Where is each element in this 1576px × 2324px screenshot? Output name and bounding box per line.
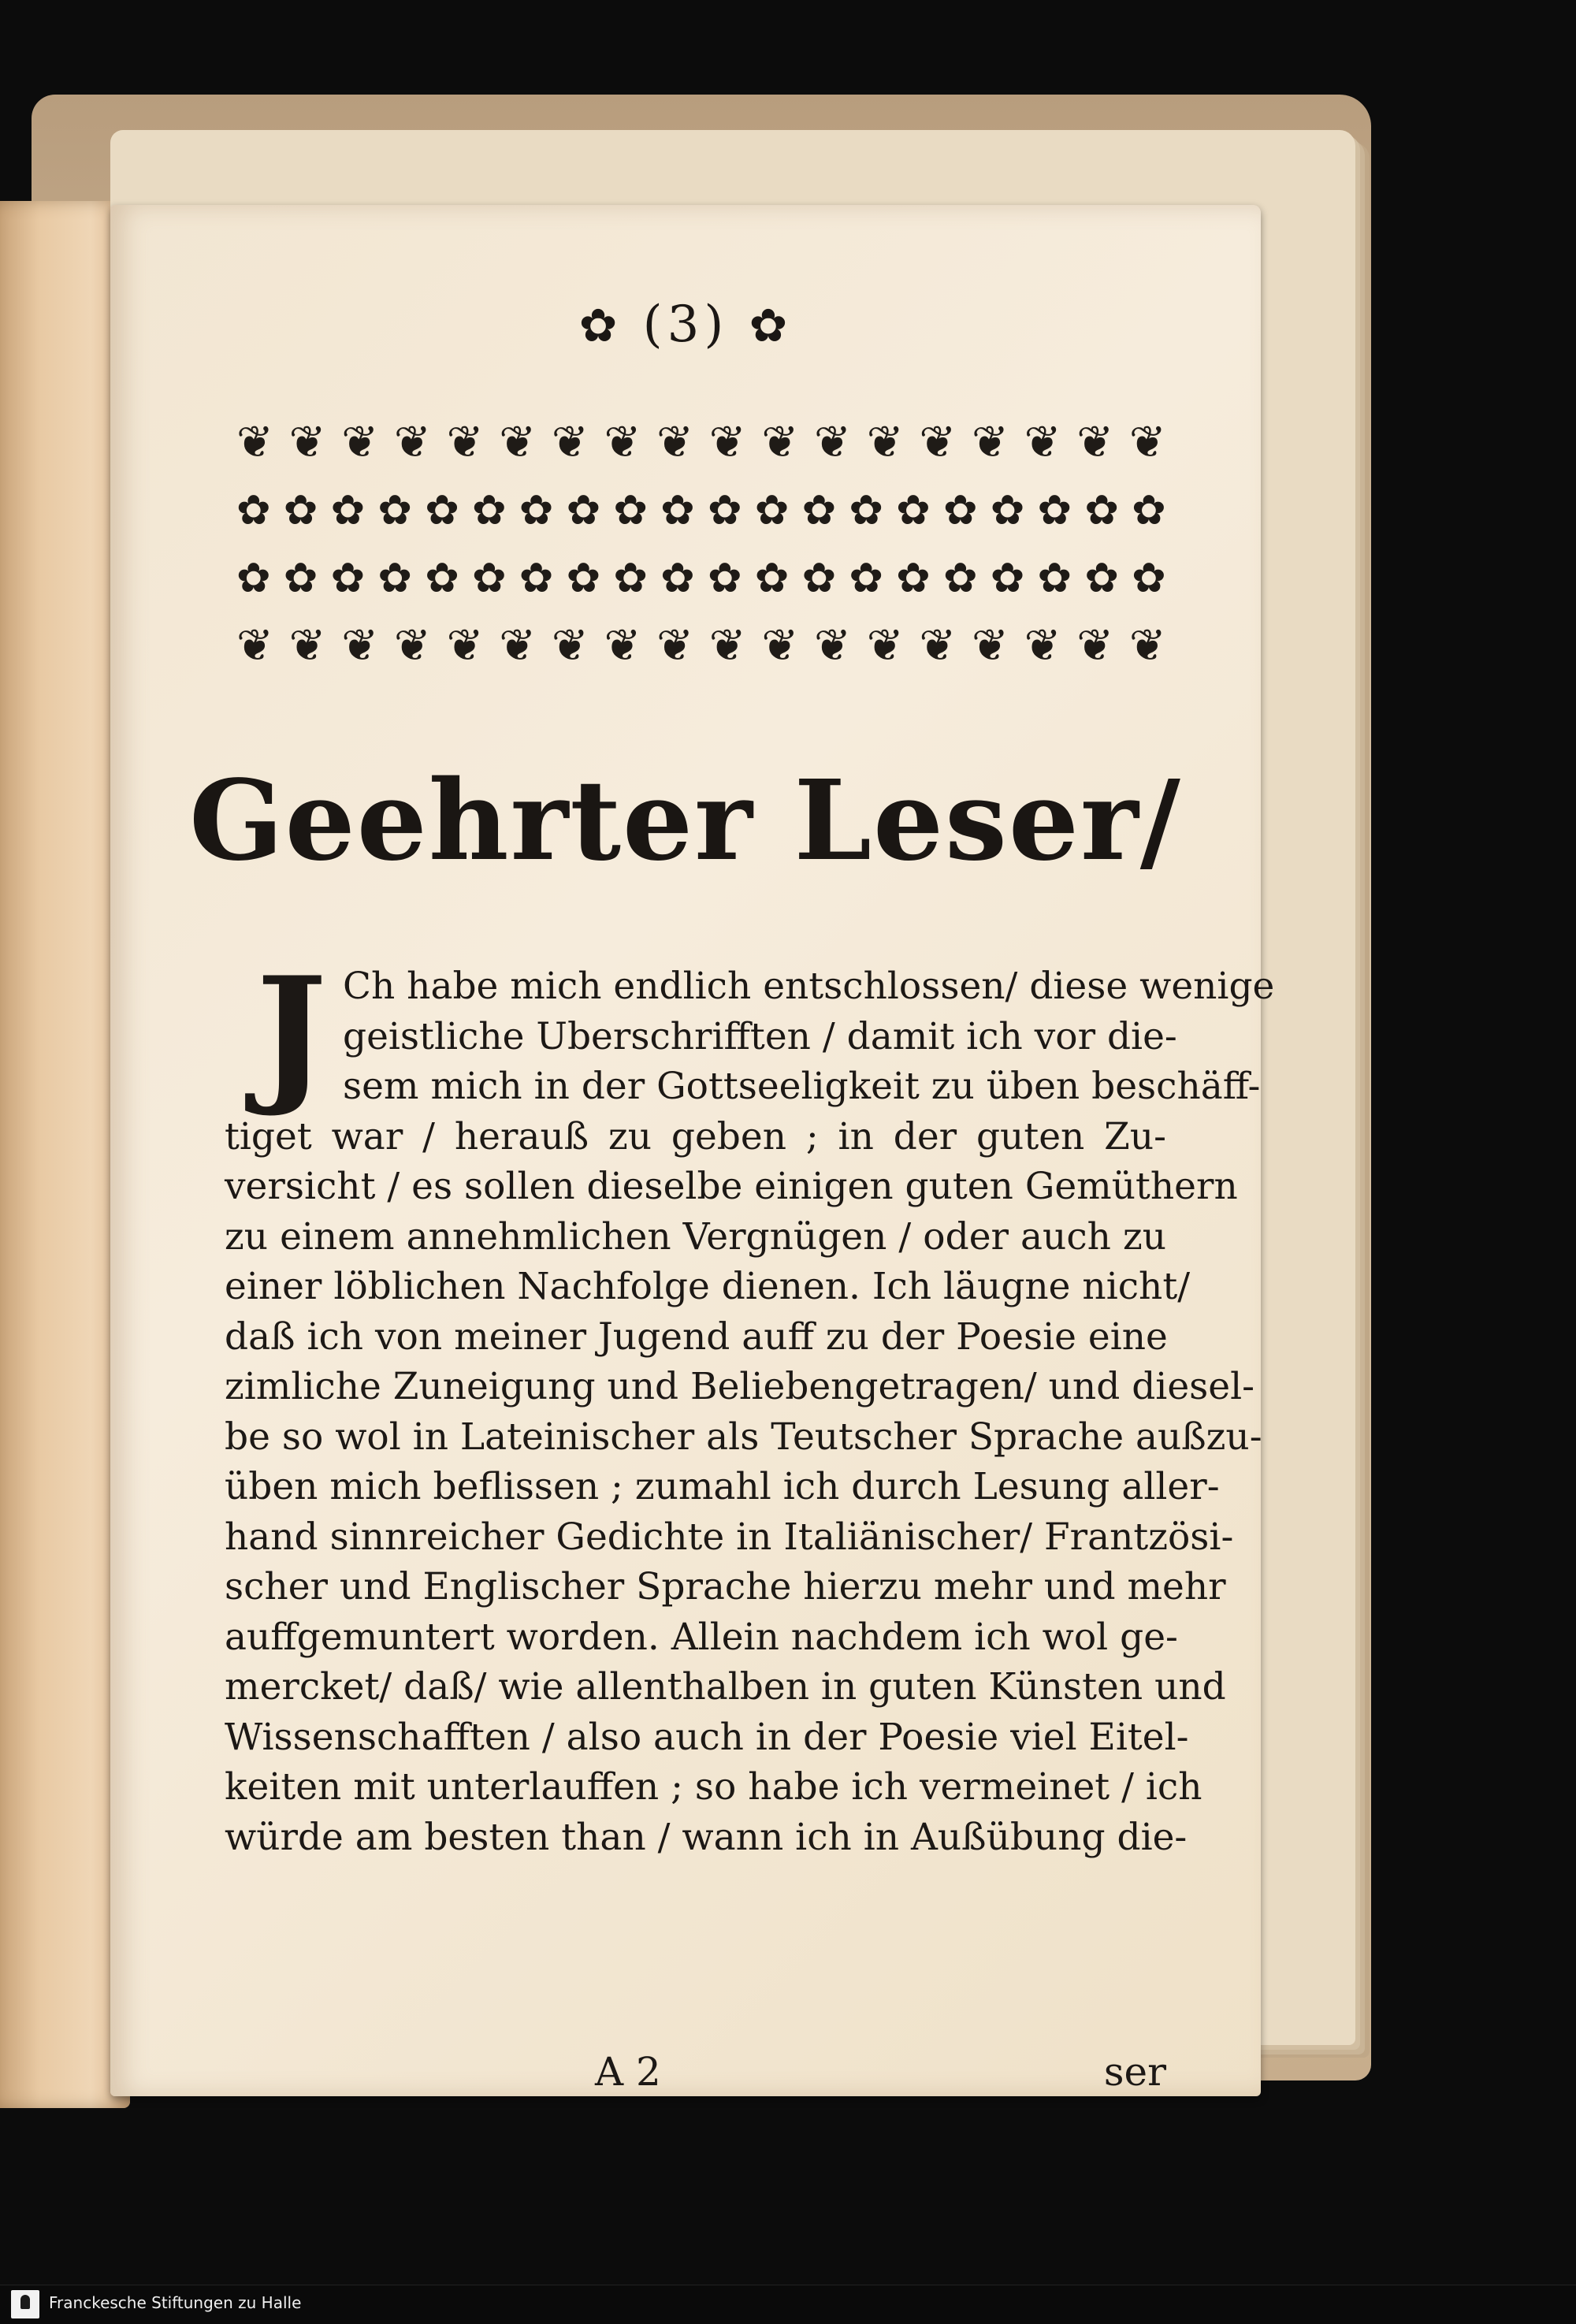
text-line: versicht / es sollen dieselbe einigen guten Gemüthern [225, 1165, 1238, 1208]
flower-ornament-icon: ✿ [1084, 555, 1119, 602]
leaf-ornament-icon: ❦ [499, 621, 537, 671]
leaf-ornament-icon: ❦ [551, 621, 589, 671]
flower-ornament-icon: ✿ [566, 555, 601, 602]
leaf-ornament-icon: ❦ [1128, 621, 1166, 671]
ornament-row-flowers-2 [236, 553, 1166, 604]
flower-ornament-icon: ✿ [942, 555, 978, 602]
flower-ornament-icon: ✿ [330, 487, 366, 534]
header-ornament-right-icon: ✿ [749, 299, 793, 352]
book-page [110, 205, 1275, 2096]
leaf-ornament-icon: ❦ [604, 621, 641, 671]
flower-ornament-icon: ✿ [754, 487, 790, 534]
leaf-ornament-icon: ❦ [708, 621, 746, 671]
flower-ornament-icon: ✿ [1037, 487, 1072, 534]
flower-ornament-icon: ✿ [519, 487, 554, 534]
flower-ornament-icon: ✿ [471, 555, 507, 602]
flower-ornament-icon: ✿ [707, 487, 742, 534]
text-line: Ch habe mich endlich entschlossen/ diese wenige [343, 965, 1275, 1008]
leaf-ornament-icon: ❦ [236, 621, 273, 671]
leaf-ornament-icon: ❦ [288, 418, 326, 468]
flower-ornament-icon: ✿ [896, 487, 931, 534]
leaf-ornament-icon: ❦ [499, 418, 537, 468]
flower-ornament-icon: ✿ [990, 487, 1025, 534]
flower-ornament-icon: ✿ [660, 487, 695, 534]
leaf-ornament-icon: ❦ [446, 621, 484, 671]
text-line: be so wol in Lateinischer als Teutscher Sprache außzu- [225, 1415, 1262, 1459]
flower-ornament-icon: ✿ [990, 555, 1025, 602]
leaf-ornament-icon: ❦ [761, 418, 799, 468]
flower-ornament-icon: ✿ [707, 555, 742, 602]
flower-ornament-icon: ✿ [942, 487, 978, 534]
flower-ornament-icon: ✿ [1132, 487, 1166, 534]
text-line: daß ich von meiner Jugend auff zu der Poesie eine [225, 1314, 1168, 1359]
header-ornament-left-icon: ✿ [578, 299, 623, 352]
text-line: üben mich beflissen ; zumahl ich durch Lesung aller- [225, 1465, 1220, 1508]
leaf-ornament-icon: ❦ [288, 621, 326, 671]
leaf-ornament-icon: ❦ [341, 418, 379, 468]
leaf-ornament-icon: ❦ [761, 621, 799, 671]
flower-ornament-icon: ✿ [613, 487, 648, 534]
flower-ornament-icon: ✿ [283, 555, 318, 602]
page-footer [225, 2049, 1166, 2095]
body-text [225, 961, 1275, 1862]
text-line: zu einem annehmlichen Vergnügen / oder auch zu [225, 1214, 1166, 1259]
flower-ornament-icon: ✿ [519, 555, 554, 602]
leaf-ornament-icon: ❦ [919, 418, 957, 468]
leaf-ornament-icon: ❦ [656, 621, 694, 671]
text-line: hand sinnreicher Gedichte in Italiänischer/ Frantzösi- [225, 1515, 1234, 1559]
leaf-ornament-icon: ❦ [1076, 621, 1114, 671]
text-line: mercket/ daß/ wie allenthalben in guten Künsten und [225, 1665, 1226, 1709]
flower-ornament-icon: ✿ [330, 555, 366, 602]
leaf-ornament-icon: ❦ [1128, 418, 1166, 468]
credit-text: Franckesche Stiftungen zu Halle [49, 2293, 302, 2312]
leaf-ornament-icon: ❦ [814, 621, 851, 671]
flower-ornament-icon: ✿ [660, 555, 695, 602]
leaf-ornament-icon: ❦ [866, 621, 904, 671]
flower-ornament-icon: ✿ [236, 487, 271, 534]
page-title: Geehrter Leser/ [189, 757, 1182, 886]
leaf-ornament-icon: ❦ [919, 621, 957, 671]
leaf-ornament-icon: ❦ [551, 418, 589, 468]
leaf-ornament-icon: ❦ [1076, 418, 1114, 468]
credit-bar [0, 2285, 1576, 2324]
flower-ornament-icon: ✿ [849, 487, 883, 534]
flower-ornament-icon: ✿ [801, 487, 837, 534]
catchword: ser [1103, 2049, 1166, 2095]
leaf-ornament-icon: ❦ [866, 418, 904, 468]
leaf-ornament-icon: ❦ [708, 418, 746, 468]
flower-ornament-icon: ✿ [896, 555, 931, 602]
flower-ornament-icon: ✿ [566, 487, 601, 534]
leaf-ornament-icon: ❦ [1024, 621, 1061, 671]
flower-ornament-icon: ✿ [471, 487, 507, 534]
flower-ornament-icon: ✿ [377, 487, 412, 534]
leaf-ornament-icon: ❦ [656, 418, 694, 468]
flower-ornament-icon: ✿ [1132, 555, 1166, 602]
text-line: einer löblichen Nachfolge dienen. Ich läugne nicht/ [225, 1265, 1191, 1308]
leaf-ornament-icon: ❦ [971, 621, 1009, 671]
text-line: Wissenschafften / also auch in der Poesie viel Eitel- [225, 1715, 1189, 1759]
leaf-ornament-icon: ❦ [446, 418, 484, 468]
ornament-row-leaves-top [236, 418, 1166, 468]
text-line: zimliche Zuneigung und Beliebengetragen/ und diesel- [225, 1365, 1255, 1408]
leaf-ornament-icon: ❦ [341, 621, 379, 671]
flower-ornament-icon: ✿ [236, 555, 271, 602]
ornament-row-leaves-bottom [236, 621, 1166, 671]
ornament-row-flowers-1 [236, 485, 1166, 536]
text-line: sem mich in der Gottseeligkeit zu üben beschäff- [343, 1065, 1261, 1108]
flower-ornament-icon: ✿ [377, 555, 412, 602]
text-line: würde am besten than / wann ich in Außübung die- [225, 1815, 1188, 1859]
decorative-border [236, 418, 1166, 701]
flower-ornament-icon: ✿ [754, 555, 790, 602]
flower-ornament-icon: ✿ [1037, 555, 1072, 602]
text-line: scher und Englischer Sprache hierzu mehr und mehr [225, 1565, 1226, 1608]
text-line: auffgemuntert worden. Allein nachdem ich wol ge- [225, 1615, 1178, 1659]
flower-ornament-icon: ✿ [1084, 487, 1119, 534]
institution-logo-icon [11, 2290, 39, 2318]
flower-ornament-icon: ✿ [613, 555, 648, 602]
flower-ornament-icon: ✿ [425, 555, 459, 602]
leaf-ornament-icon: ❦ [393, 621, 431, 671]
leaf-ornament-icon: ❦ [971, 418, 1009, 468]
leaf-ornament-icon: ❦ [236, 418, 273, 468]
text-line: keiten mit unterlauffen ; so habe ich vermeinet / ich [225, 1765, 1202, 1809]
page-header [110, 296, 1261, 354]
page-number: (3) [642, 296, 729, 354]
flower-ornament-icon: ✿ [801, 555, 837, 602]
leaf-ornament-icon: ❦ [1024, 418, 1061, 468]
text-line: tiget war / herauß zu geben ; in der guten Zu- [225, 1114, 1166, 1158]
flower-ornament-icon: ✿ [849, 555, 883, 602]
text-line: geistliche Uberschrifften / damit ich vor die- [343, 1014, 1177, 1058]
signature-mark: A 2 [595, 2049, 661, 2095]
flower-ornament-icon: ✿ [425, 487, 459, 534]
flower-ornament-icon: ✿ [283, 487, 318, 534]
leaf-ornament-icon: ❦ [393, 418, 431, 468]
leaf-ornament-icon: ❦ [814, 418, 851, 468]
leaf-ornament-icon: ❦ [604, 418, 641, 468]
drop-cap: J [256, 944, 327, 1120]
